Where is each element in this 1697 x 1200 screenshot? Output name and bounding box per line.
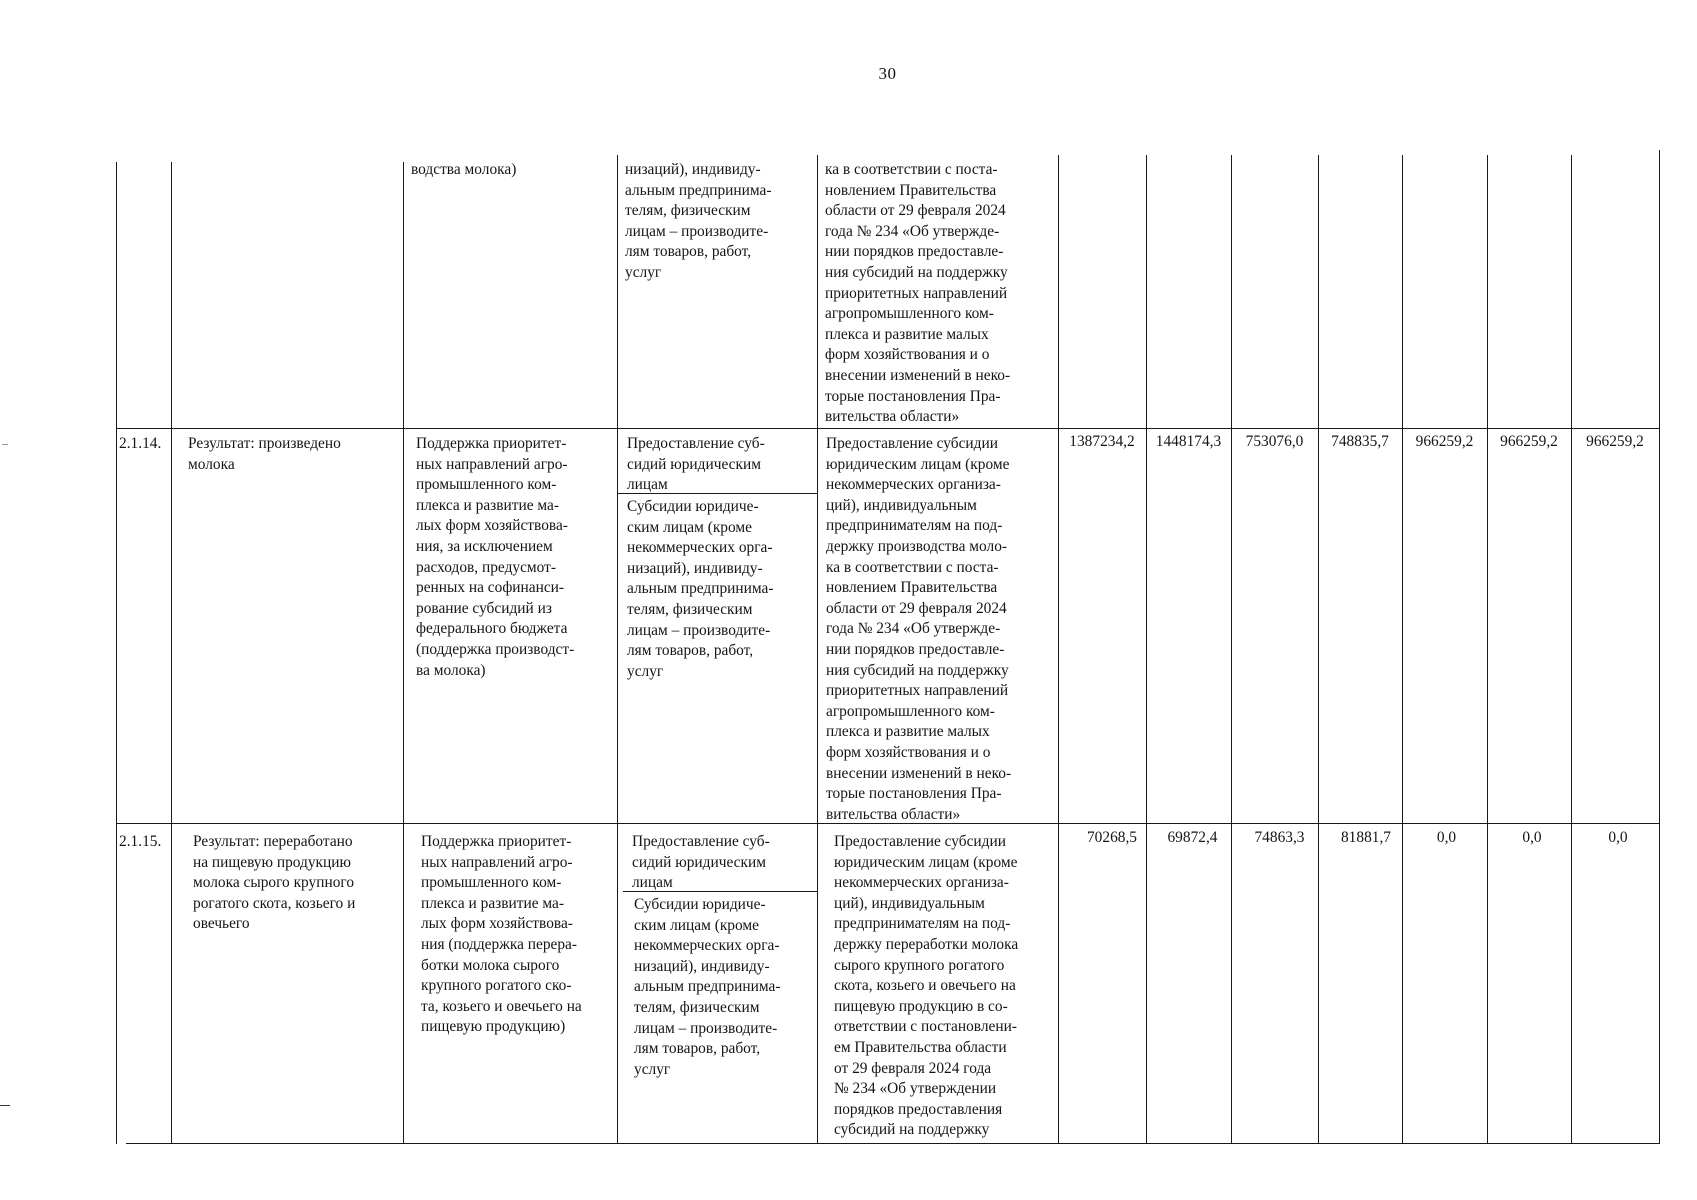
result-text: Результат: произведено молока xyxy=(188,435,341,473)
value-cell: 1448174,3 xyxy=(1155,433,1222,450)
column-divider xyxy=(171,162,172,1144)
row-number: 2.1.15. xyxy=(119,833,162,850)
table-border-bottom xyxy=(126,1143,1660,1144)
value-cell: 70268,5 xyxy=(1086,829,1138,846)
row-divider xyxy=(116,428,1660,429)
table-border-left xyxy=(116,162,117,1144)
page-number: 30 xyxy=(878,64,897,83)
row-number: 2.1.14. xyxy=(119,435,162,452)
continuation-direction-text: водства молока) xyxy=(411,161,517,178)
value-cell: 966259,2 xyxy=(1500,433,1558,450)
column-divider xyxy=(1571,155,1572,1144)
direction-text: Поддержка приоритет- ных направлений агро- промышленного ком- плекса и развитие ма- лых форм хозяйствова- ния (поддержка перера- ботки молока сырого крупного рогатого ско- та, козьего и овечьего на пищевую продукцию) xyxy=(421,833,582,1036)
column-divider xyxy=(1487,155,1488,1144)
column-divider xyxy=(1231,155,1232,1144)
value-cell: 753076,0 xyxy=(1245,433,1304,450)
type-top-text: Предоставление суб- сидий юридическим лицам xyxy=(632,833,770,892)
value-cell: 69872,4 xyxy=(1167,829,1218,846)
column-divider xyxy=(403,162,404,1144)
value-cell: 0,0 xyxy=(1436,829,1457,846)
column-divider xyxy=(1146,155,1147,1144)
margin-mark xyxy=(0,1105,10,1106)
continuation-type-text: низаций), индивиду- альным предпринима- телям, физическим лицам – производите- лям товаров, работ, услуг xyxy=(625,161,772,281)
value-cell: 0,0 xyxy=(1522,829,1542,846)
continuation-description-text: ка в соответствии с поста- новлением Правительства области от 29 февраля 2024 года № 234 «Об утвержде- нии порядков предоставле- ния субсидий на поддержку приоритетных направлений агропромышленного ком- плекса и развитие малых форм хозяйствования и о внесении изменений в неко- торые постановления Пра- вительства области» xyxy=(825,161,1011,426)
value-cell: 966259,2 xyxy=(1586,433,1644,450)
value-cell: 966259,2 xyxy=(1415,433,1474,450)
column-divider xyxy=(1402,155,1403,1144)
table-border-right xyxy=(1659,150,1660,1144)
value-cell: 74863,3 xyxy=(1254,829,1305,846)
type-bottom-text: Субсидии юридиче- ским лицам (кроме некоммерческих орга- низаций), индивиду- альным предпринима- телям, физическим лицам – производите- лям товаров, работ, услуг xyxy=(627,498,774,680)
value-cell: 1387234,2 xyxy=(1069,433,1135,450)
value-cell: 0,0 xyxy=(1608,829,1628,846)
description-text: Предоставление субсидии юридическим лицам (кроме некоммерческих организа- ций), индивидуальным предпринимателям на под- держку переработки молока сырого крупного рогатого скота, козьего и овечьего на пищевую продукцию в со- ответствии с постановлени- ем Правительства области от 29 февраля 2024 года № 234 «Об утверждении порядков предоставления субсидий на поддержку xyxy=(834,833,1019,1139)
type-top-text: Предоставление суб- сидий юридическим лицам xyxy=(627,435,765,494)
value-cell: 748835,7 xyxy=(1331,433,1389,450)
result-text: Результат: переработано на пищевую продукцию молока сырого крупного рогатого скота, козьего и овечьего xyxy=(193,833,356,933)
value-cell: 81881,7 xyxy=(1340,829,1392,846)
direction-text: Поддержка приоритет- ных направлений агро- промышленного ком- плекса и развитие ма- лых форм хозяйствова- ния, за исключением расходов, предусмот- ренных на софинанси- рование субсидий из федерального бюджета (поддержка производст- ва молока) xyxy=(416,435,575,679)
margin-mark xyxy=(2,444,8,445)
description-text: Предоставление субсидии юридическим лицам (кроме некоммерческих организа- ций), индивидуальным предпринимателям на под- держку производства моло- ка в соответствии с поста- новлением Правительства области от 29 февраля 2024 года № 234 «Об утвержде- нии порядков предоставле- ния субсидий на поддержку приоритетных направлений агропромышленного ком- плекса и развитие малых форм хозяйствования и о внесении изменений в неко- торые постановления Пра- вительства области» xyxy=(826,435,1012,823)
column-divider xyxy=(1318,155,1319,1144)
column-divider xyxy=(617,155,618,1144)
type-bottom-text: Субсидии юридиче- ским лицам (кроме некоммерческих орга- низаций), индивиду- альным предпринима- телям, физическим лицам – производите- лям товаров, работ, услуг xyxy=(634,896,781,1078)
